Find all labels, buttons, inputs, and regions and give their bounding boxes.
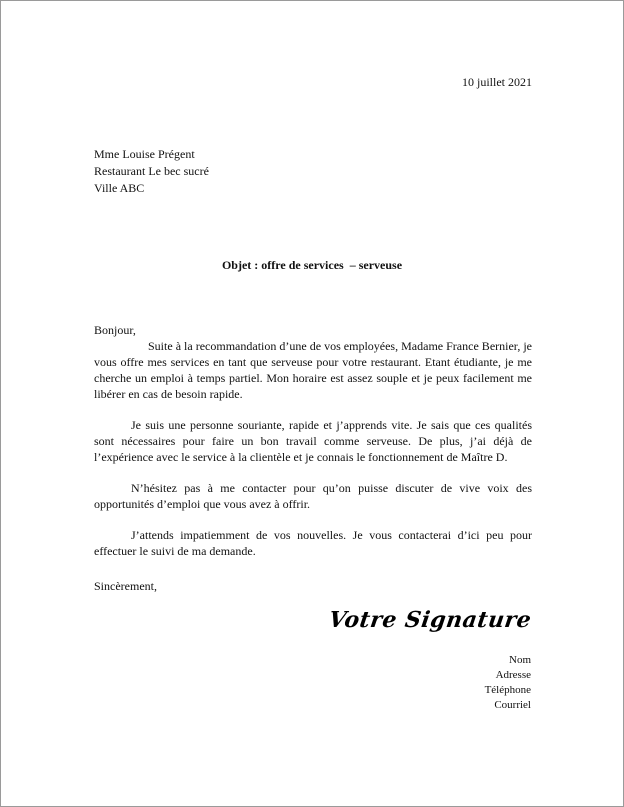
sender-phone: Téléphone	[484, 684, 531, 696]
paragraph-2: Je suis une personne souriante, rapide et j’apprends vite. Je sais que ces qualités sont nécessaires pour faire un bon travail comme serveuse. De plus, j’ai déjà de l’expérience avec le service à la clientèle et je connais le fonctionnement de Maître D.	[94, 418, 532, 464]
sender-contact-block	[485, 653, 531, 713]
recipient-city: Ville ABC	[94, 181, 145, 195]
letter-body	[94, 322, 532, 574]
recipient-name: Mme Louise Prégent	[94, 147, 195, 161]
recipient-company: Restaurant Le bec sucré	[94, 164, 209, 178]
paragraph-4: J’attends impatiemment de vos nouvelles. Je vous contacterai d’ici peu pour effectuer le suivi de ma demande.	[94, 528, 532, 558]
greeting: Bonjour,	[94, 323, 136, 337]
letter-subject: Objet : offre de services – serveuse	[221, 258, 403, 272]
sender-email: Courriel	[494, 699, 531, 711]
sender-address: Adresse	[495, 669, 531, 681]
closing: Sincèrement,	[94, 579, 157, 593]
recipient-block	[94, 146, 209, 197]
signature: Votre Signature	[326, 607, 533, 633]
paragraph-1: Suite à la recommandation d’une de vos employées, Madame France Bernier, je vous offre mes services en tant que serveuse pour votre restaurant. Etant étudiante, je me cherche un emploi à temps partiel. Mon horaire est assez souple et je peux facilement me libérer en cas de besoin rapide.	[94, 339, 532, 401]
paragraph-3: N’hésitez pas à me contacter pour qu’on puisse discuter de vive voix des opportunités d’emploi que vous avez à offrir.	[94, 481, 532, 511]
letter-date: 10 juillet 2021	[462, 75, 532, 89]
sender-name: Nom	[509, 654, 531, 666]
